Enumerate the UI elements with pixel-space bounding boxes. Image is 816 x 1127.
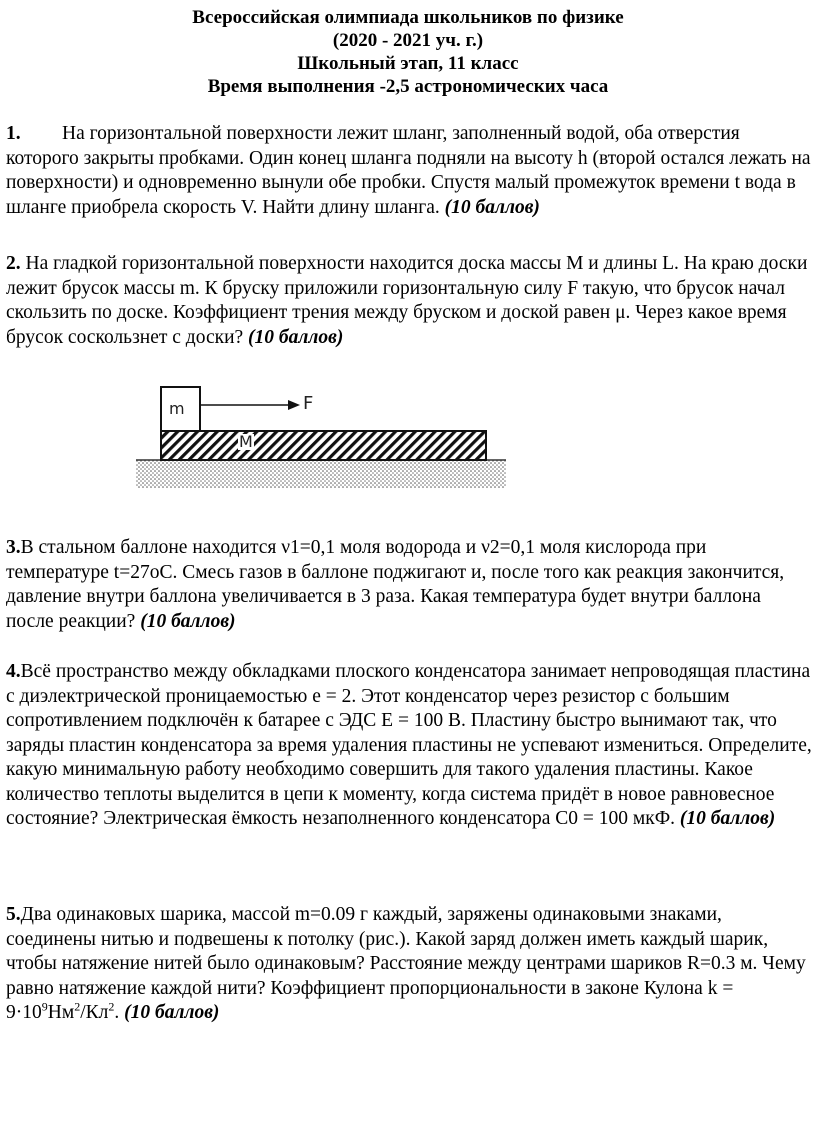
problem-text: На гладкой горизонтальной поверхности находится доска массы M и длины L. На краю доски лежит брусок массы m. К бруску приложили горизонтальную силу F такую, что брусок начал скользить по доске. Коэффициент трения между бруском и доской равен μ. Через какое время брусок соскользнет с доски? xyxy=(6,253,808,348)
unit-nm: Нм xyxy=(47,1002,75,1023)
problem-points: (10 баллов) xyxy=(124,1002,220,1023)
exponent-2: 2 xyxy=(108,999,115,1014)
problem-text: Всё пространство между обкладками плоского конденсатора занимает непроводящая пластина с диэлектрической проницаемостью e = 2. Этот конденсатор через резистор с большим сопротивлением подключён к батарее с ЭДС E = 100 В. Пластину быстро вынимают так, что заряды пластин конденсатора за время удаления пластины не успевают измениться. Определите, какую минимальную работу необходимо совершить для такого удаления пластины. Какое количество теплоты выделится в цепи к моменту, когда система придёт в новое равновесное состояние? Электрическая ёмкость незаполненного конденсатора C0 = 100 мкФ. xyxy=(6,661,812,829)
force-arrow-head xyxy=(288,400,300,410)
problem-number: 1. xyxy=(6,123,21,144)
problem-text: Два одинаковых шарика, массой m=0.09 г каждый, заряжены одинаковыми знаками, соединены нитью и подвешены к потолку (рис.). Какой заряд должен иметь каждый шарик, чтобы натяжение нитей было одинаковым? Расстояние между центрами шариков R=0.3 м. Чему равно натяжение каждой нити? Коэффициент пропорциональности в законе Кулона k = 9·10 xyxy=(6,904,806,1023)
problem-number: 5. xyxy=(6,904,21,925)
problem-4 xyxy=(6,660,812,832)
ground-surface xyxy=(136,460,506,488)
header-school-year: (2020 - 2021 уч. г.) xyxy=(332,30,484,51)
problem-number: 2. xyxy=(6,253,21,274)
problem-points: (10 баллов) xyxy=(248,326,344,348)
problem-points: (10 баллов) xyxy=(140,610,236,632)
header-olympiad-title: Всероссийская олимпиада школьников по физике xyxy=(192,7,624,28)
board-mass-label: M xyxy=(239,432,253,451)
problem-number: 3. xyxy=(6,537,21,558)
problem-text: На горизонтальной поверхности лежит шланг, заполненный водой, оба отверстия которого закрыты пробками. Один конец шланга подняли на высоту h (второй остался лежать на поверхности) и одновременно вынули обе пробки. Спустя малый промежуток времени t вода в шланге приобрела скорость V. Найти длину шланга. xyxy=(6,123,811,218)
problem-2 xyxy=(6,252,812,350)
header-time-limit: Время выполнения -2,5 астрономических часа xyxy=(207,76,609,97)
problem-number: 4. xyxy=(6,661,21,682)
problem-text: В стальном баллоне находится ν1=0,1 моля водорода и ν2=0,1 моля кислорода при температуре t=27oC. Смесь газов в баллоне поджигают и, после того как реакция закончится, давление внутри баллона увеличивается в 3 раза. Какая температура будет внутри баллона после реакции? xyxy=(6,537,785,632)
problem-1 xyxy=(6,122,812,220)
block-mass-label: m xyxy=(169,399,185,418)
header-stage-grade: Школьный этап, 11 класс xyxy=(297,53,519,74)
problem-5 xyxy=(6,903,812,1026)
problem-3 xyxy=(6,536,812,634)
problem-text-end: . xyxy=(114,1002,125,1023)
board-block-figure xyxy=(130,378,510,490)
exponent-9: 9 xyxy=(41,999,48,1014)
force-label: F xyxy=(303,393,314,414)
problem-points: (10 баллов) xyxy=(444,196,540,218)
unit-kl: /Кл xyxy=(80,1002,109,1023)
board-block-diagram xyxy=(130,378,510,490)
problem-points: (10 баллов) xyxy=(679,808,776,829)
exponent-2: 2 xyxy=(74,999,81,1014)
board-M xyxy=(161,431,486,460)
